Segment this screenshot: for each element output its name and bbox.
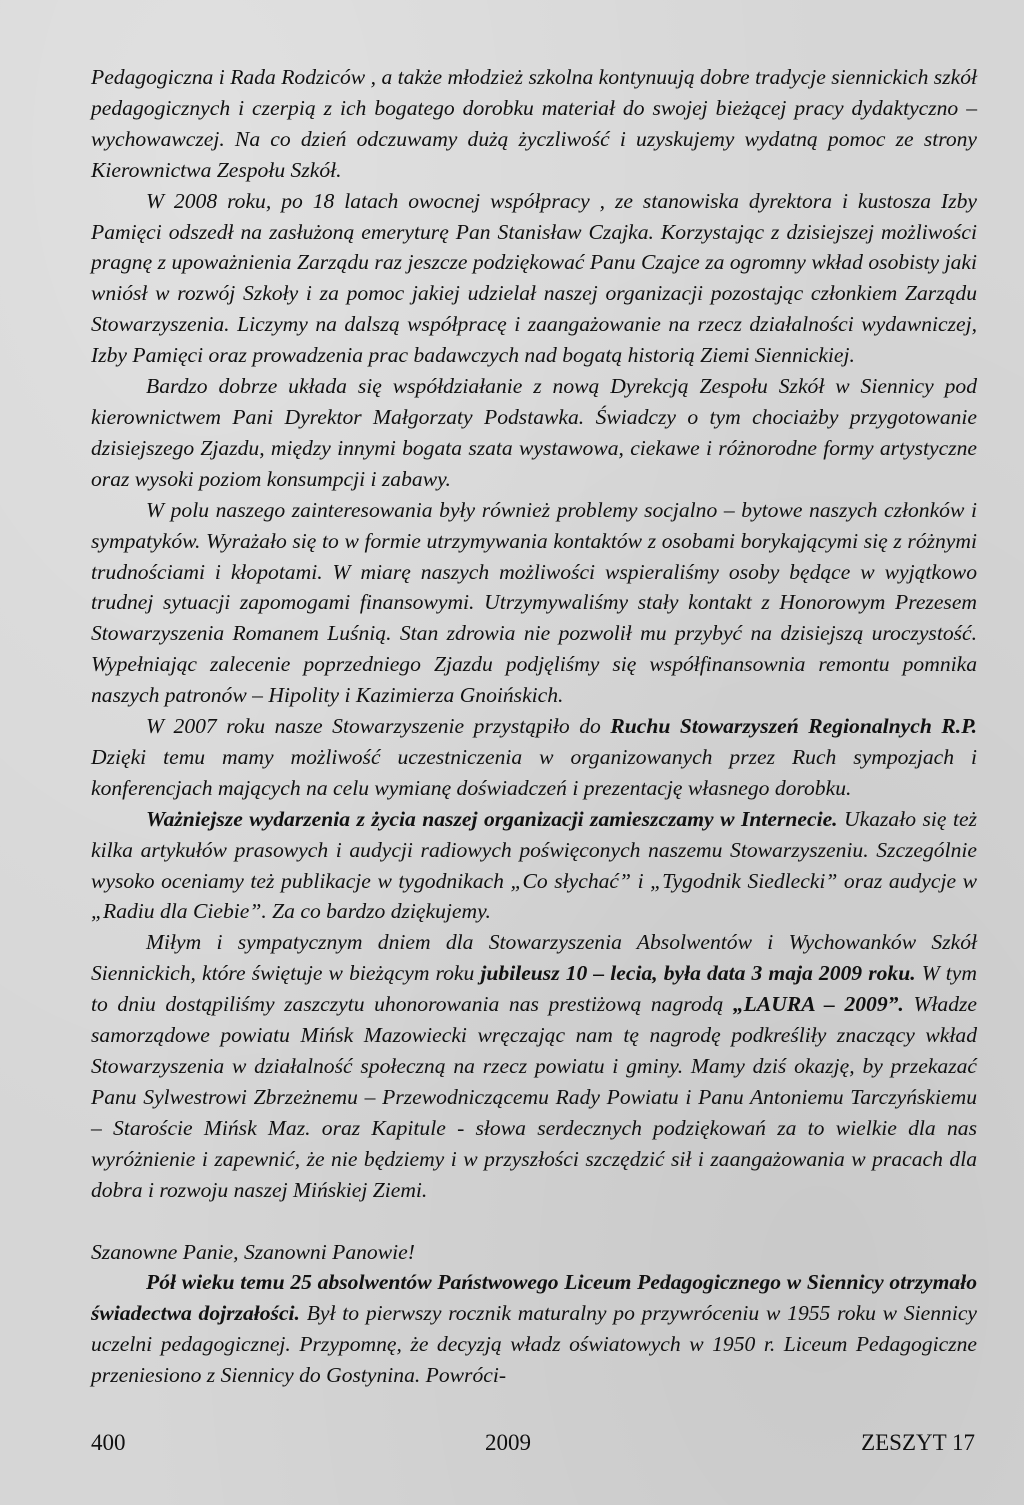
bold-text: Ruchu Stowarzyszeń Regionalnych R.P. [610,714,977,739]
footer-year: 2009 [485,1430,531,1455]
paragraph [91,804,977,928]
paragraph [91,711,977,804]
bold-text: jubileusz 10 – lecia, była data 3 maja 2009 roku. [480,961,916,986]
paragraph-text: W 2007 roku nasze Stowarzyszenie przystąpiło do [146,714,611,739]
page-footer [91,1430,975,1466]
paragraph-text: Władze samorządowe powiatu Mińsk Mazowiecki wręczając nam tę nagrodę podkreśliły znaczący wkład Stowarzyszenia w działalność społeczną na rzecz powiatu i gminy. Mamy dziś okazję, by przekazać Panu Sylwestrowi Zbrzeżnemu – Przewodniczącemu Rady Powiatu i Panu Antoniemu Tarczyńskiemu – Staroście Mińsk Maz. oraz Kapitule - słowa serdecznych podziękowań za to wielkie dla nas wyróżnienie i zapewnić, że nie będziemy i w przyszłości szczędzić sił i zaangażowania w pracach dla dobra i rozwoju naszej Mińskiej Ziemi. [91,992,978,1202]
paragraph-text: W tym to dniu dostąpiliśmy zaszczytu uhonorowania nas prestiżową nagrodą [91,961,977,1017]
paragraph [91,1267,977,1391]
paragraph-text: Miłym i sympatycznym dniem dla Stowarzyszenia Absolwentów i Wychowanków Szkół Siennickich, które świętuje w bieżącym roku [91,930,977,986]
paragraph [91,62,977,186]
bold-text: „LAURA – 2009”. [732,992,904,1017]
paragraph-text: Bardzo dobrze układa się współdziałanie z nową Dyrekcją Zespołu Szkół w Siennicy pod kierownictwem Pani Dyrektor Małgorzaty Podstawka. Świadczy o tym chociażby przygotowanie dzisiejszego Zjazdu, między innymi bogata szata wystawowa, ciekawe i różnorodne formy artystyczne oraz wysoki poziom konsumpcji i zabawy. [91,374,977,491]
page-number: 400 [91,1430,126,1455]
paragraph-text: Był to pierwszy rocznik maturalny po przywróceniu w 1955 roku w Siennicy uczelni pedagogicznej. Przypomnę, że decyzją władz oświatowych w 1950 r. Liceum Pedagogiczne przeniesiono z Siennicy do Gostynina. Powróci- [91,1301,978,1388]
bold-text: Pół wieku temu 25 absolwentów Państwowego Liceum Pedagogicznego w Siennicy otrzymało świadectwa dojrzałości. [91,1270,977,1326]
paragraph-text: W 2008 roku, po 18 latach owocnej współpracy , ze stanowiska dyrektora i kustosza Izby Pamięci odszedł na zasłużoną emeryturę Pan Stanisław Czajka. Korzystając z dzisiejszej możliwości pragnę z upoważnienia Zarządu raz jeszcze podziękować Panu Czajce za ogromny wkład osobisty jaki wniósł w rozwój Szkoły i za pomoc jakiej udzielał naszej organizacji pozostając członkiem Zarządu Stowarzyszenia. Liczymy na dalszą współpracę i zaangażowanie na rzecz działalności wydawniczej, Izby Pamięci oraz prowadzenia prac badawczych nad bogatą historią Ziemi Siennickiej. [91,188,977,368]
paragraph-text: Pedagogiczna i Rada Rodziców , a także młodzież szkolna kontynuują dobre tradycje siennickich szkół pedagogicznych i czerpią z ich bogatego dorobku materiał do swojej bieżącej pracy dydaktyczno – wychowawczej. Na co dzień odczuwamy dużą życzliwość i uzyskujemy wydatną pomoc ze strony Kierownictwa Zespołu Szkół. [91,65,977,182]
bold-text: Ważniejsze wydarzenia z życia naszej organizacji zamieszczamy w Internecie. [146,806,838,831]
paragraph [91,927,977,1205]
paragraph-text: W polu naszego zainteresowania były również problemy socjalno – bytowe naszych członków i sympatyków. Wyrażało się to w formie utrzymywania kontaktów z osobami borykającymi się z różnymi trudnościami i kłopotami. W miarę naszych możliwości wspieraliśmy osoby będące w wyjątkowo trudnej sytuacji zapomogami finansowymi. Utrzymywaliśmy stały kontakt z Honorowym Prezesem Stowarzyszenia Romanem Luśnią. Stan zdrowia nie pozwolił mu przybyć na dzisiejszą uroczystość. Wypełniając zalecenie poprzedniego Zjazdu podjęliśmy się współfinansownia remontu pomnika naszych patronów – Hipolity i Kazimierza Gnoińskich. [91,497,977,708]
paragraph-text: Szanowne Panie, Szanowni Panowie! [91,1239,415,1264]
paragraph-text: Ukazało się też kilka artykułów prasowych i audycji radiowych poświęconych naszemu Stowarzyszeniu. Szczególnie wysoko oceniamy też publikacje w tygodnikach „Co słychać” i „Tygodnik Siedlecki” oraz audycje w „Radiu dla Ciebie”. Za co bardzo dziękujemy. [91,806,977,924]
paragraph [91,1237,977,1268]
paragraph [91,186,977,371]
paragraph [91,371,977,495]
paragraph [91,495,977,711]
body-text [91,62,977,1391]
footer-issue: ZESZYT 17 [861,1430,975,1455]
paragraph-text: Dzięki temu mamy możliwość uczestniczenia w organizowanych przez Ruch sympozjach i konferencjach mających na celu wymianę doświadczeń i prezentację własnego dorobku. [91,744,977,800]
